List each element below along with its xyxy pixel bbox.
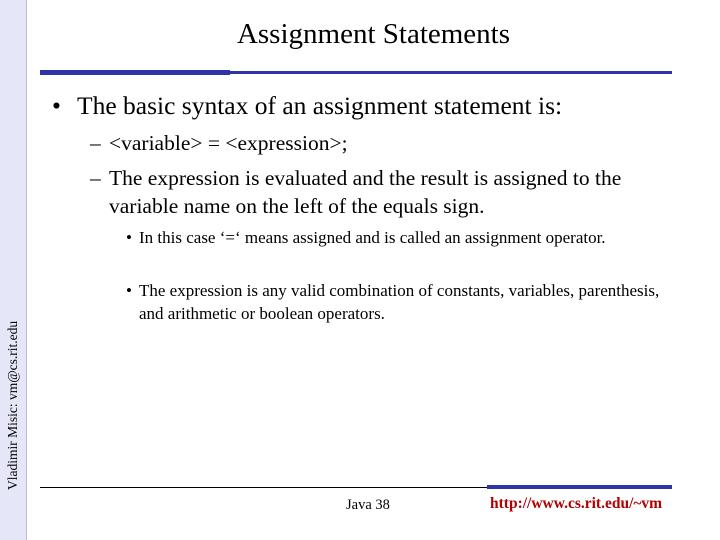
slide-title: Assignment Statements: [236, 18, 511, 50]
sub-bullet-text: The expression is evaluated and the result is assigned to the variable name on the left of the equals sign.: [109, 166, 622, 218]
sub-sub-bullet-expression: [126, 279, 666, 325]
sub-sub-bullet-text: The expression is any valid combination of constants, variables, parenthesis, and arithmetic or boolean operators.: [139, 281, 660, 323]
footer-url[interactable]: http://www.cs.rit.edu/~vm: [490, 495, 663, 512]
sub-bullet-syntax: [90, 129, 670, 157]
bullet-text: The basic syntax of an assignment statement is:: [77, 91, 563, 120]
sub-sub-bullet-operator: [126, 226, 666, 249]
footer-rule-accent: [487, 485, 672, 489]
bullet-marker: •: [126, 228, 132, 247]
sub-bullet-evaluation: [90, 164, 670, 220]
sub-sub-bullet-text: In this case ‘=‘ means assigned and is called an assignment operator.: [139, 228, 606, 247]
bullet-marker: •: [52, 91, 61, 120]
footer-page-number: Java 38: [346, 497, 390, 513]
dash-marker: –: [90, 131, 101, 155]
dash-marker: –: [90, 166, 101, 190]
title-underline-accent: [40, 70, 230, 75]
sub-bullet-text: <variable> = <expression>;: [109, 131, 348, 155]
author-vertical-text: Vladimir Misic: vm@cs.rit.edu: [5, 320, 20, 490]
author-sidebar: [0, 0, 27, 540]
bullet-marker: •: [126, 281, 132, 300]
